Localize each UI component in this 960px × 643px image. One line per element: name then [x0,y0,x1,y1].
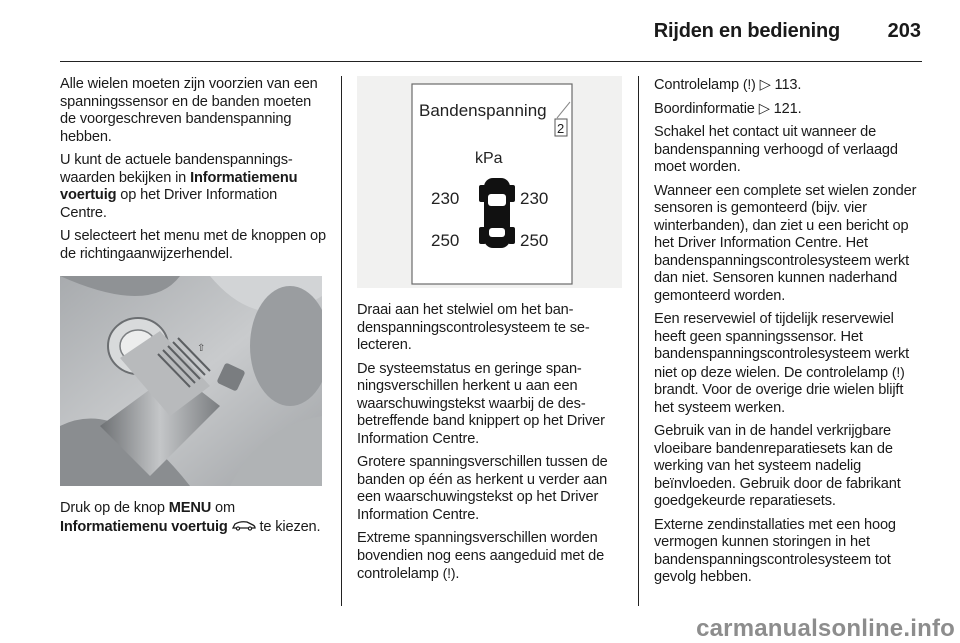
paragraph: Een reservewiel of tijdelijk reservewiel heeft geen spanningssensor. Het bandenspanningscontrolesysteem werkt niet op deze wielen. De controlelamp (!) brandt. Voor de overige drie wielen blijft het systeem werken. [654,311,910,416]
car-icon [232,518,256,536]
front-left-pressure: 230 [431,189,460,208]
column-1 [60,76,326,535]
display-title: Bandenspanning [419,101,547,120]
paragraph: Extreme spanningsverschillen worden bovendien nog eens aangeduid met de controlelamp (!). [357,530,605,582]
page-reference-icon: ▷ [759,77,771,93]
watermark: carmanualsonline.info [696,615,955,642]
column-divider [638,76,639,606]
paragraph: Schakel het contact uit wanneer de bandenspanning verhoogd of verlaagd moet worden. [654,124,898,175]
tpms-warning-icon: (!) [742,76,756,92]
page-title: Rijden en bediening [653,20,840,42]
page-number: 203 [887,20,921,42]
paragraph: Draai aan het stelwiel om het bandenspanningscontrolesysteem te selecteren. [357,302,590,353]
display-unit: kPa [475,150,503,167]
paragraph: Externe zendinstallaties met een hoog vermogen kunnen storingen in het bandenspanningscontrolesysteem tot gevolg hebben. [654,516,896,585]
page-reference-link[interactable]: 113. [770,77,802,93]
paragraph: U kunt de actuele bandenspanningswaarden bekijken in Informatiemenu voertuig op het Driver Information Centre. [60,152,298,221]
rear-left-pressure: 250 [431,231,460,250]
paragraph: Druk op de knop MENU om Informatiemenu voertuig te kiezen. [60,500,321,535]
paragraph: Wanneer een complete set wielen zonder sensoren is gemonteerd (bijv. vier winterbanden), dan ziet u een bericht op het Driver Information Centre. Het bandenspanningscontrolesysteem werkt dan niet. Sensoren kunnen naderhand gemonteerd worden. [654,182,917,304]
column-3 [654,76,924,593]
paragraph: Boordinformatie ▷ 121. [654,100,802,117]
tire-pressure-display-figure [357,76,622,288]
car-top-view-icon [479,178,515,248]
paragraph: Alle wielen moeten zijn voorzien van een spanningssensor en de banden moeten de voorgeschreven bandenspanning hebben. [60,76,318,145]
display-page-badge: 2 [557,121,565,136]
paragraph: Controlelamp (!) ▷ 113. [654,76,802,93]
front-right-pressure: 230 [520,189,549,208]
rear-right-pressure: 250 [520,231,549,250]
paragraph: Grotere spanningsverschillen tussen de banden op één as herkent u verder aan een waarschuwingstekst op het Driver Information Centre. [357,454,608,523]
turn-signal-lever-photo [60,276,322,486]
page-reference-link[interactable]: 121. [769,100,802,117]
header-divider [60,61,922,62]
paragraph: Gebruik van in de handel verkrijgbare vloeibare bandenreparatiesets kan de werking van het systeem nadelig beïnvloeden. Gebruik door de fabrikant goedgekeurde reparatiesets. [654,423,901,509]
page-reference-icon: ▷ [758,100,770,117]
svg-text:⇧: ⇧ [197,343,206,354]
paragraph: U selecteert het menu met de knoppen op de richtingaanwijzerhendel. [60,228,326,262]
tpms-warning-icon: (!) [442,565,456,581]
paragraph: De systeemstatus en geringe spanningsverschillen herkent u aan een waarschuwingstekst waarbij de desbetreffende band knippert op het Driver Information Centre. [357,360,605,447]
column-divider [341,76,342,606]
tpms-warning-icon: (!) [891,363,905,380]
